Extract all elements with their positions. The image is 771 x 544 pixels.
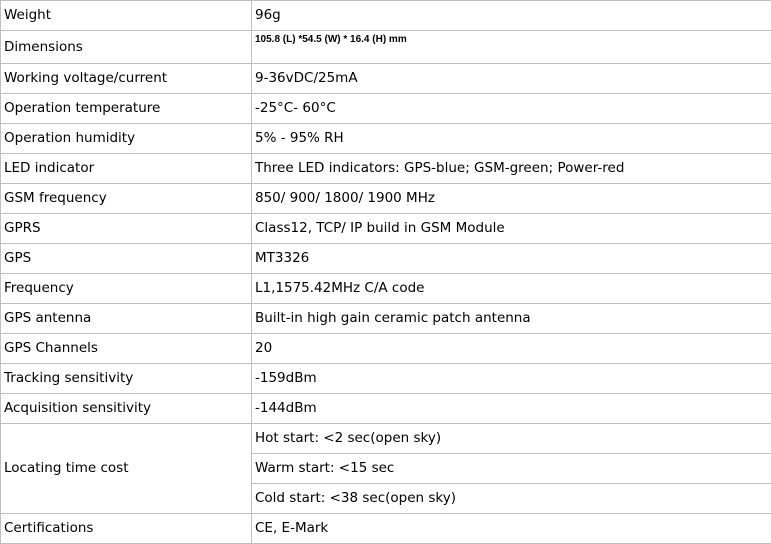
row-label: Locating time cost (1, 424, 252, 514)
table-row (1, 64, 771, 94)
row-value: Three LED indicators: GPS-blue; GSM-green; Power-red (252, 154, 771, 184)
row-value: 850/ 900/ 1800/ 1900 MHz (252, 184, 771, 214)
row-value: 96g (252, 1, 771, 31)
row-label: LED indicator (1, 154, 252, 184)
row-value: 105.8 (L) *54.5 (W) * 16.4 (H) mm (252, 31, 771, 64)
row-label: GPS antenna (1, 304, 252, 334)
table-row (1, 94, 771, 124)
table-row (1, 514, 771, 544)
table-row (1, 244, 771, 274)
row-value: -25°C- 60°C (252, 94, 771, 124)
row-label: Operation humidity (1, 124, 252, 154)
row-value: -144dBm (252, 394, 771, 424)
table-row (1, 214, 771, 244)
row-label: Frequency (1, 274, 252, 304)
table-row (1, 184, 771, 214)
table-row (1, 154, 771, 184)
row-label: Dimensions (1, 31, 252, 64)
row-value: Class12, TCP/ IP build in GSM Module (252, 214, 771, 244)
row-label: Acquisition sensitivity (1, 394, 252, 424)
table-row (1, 364, 771, 394)
row-value: Warm start: <15 sec (252, 454, 771, 484)
row-value: 5% - 95% RH (252, 124, 771, 154)
row-value: Built-in high gain ceramic patch antenna (252, 304, 771, 334)
row-label: Certifications (1, 514, 252, 544)
row-value: Cold start: <38 sec(open sky) (252, 484, 771, 514)
table-row (1, 334, 771, 364)
row-value: 20 (252, 334, 771, 364)
table-row (1, 31, 771, 64)
row-value: Hot start: <2 sec(open sky) (252, 424, 771, 454)
row-value: MT3326 (252, 244, 771, 274)
row-value: L1,1575.42MHz C/A code (252, 274, 771, 304)
table-row (1, 304, 771, 334)
row-label: Working voltage/current (1, 64, 252, 94)
row-label: GSM frequency (1, 184, 252, 214)
table-row (1, 124, 771, 154)
table-row (1, 394, 771, 424)
table-row (1, 274, 771, 304)
table-row (1, 424, 771, 454)
row-label: Weight (1, 1, 252, 31)
row-label: GPRS (1, 214, 252, 244)
row-value: -159dBm (252, 364, 771, 394)
row-value: CE, E-Mark (252, 514, 771, 544)
table-row (1, 1, 771, 31)
row-label: GPS (1, 244, 252, 274)
row-label: GPS Channels (1, 334, 252, 364)
row-label: Tracking sensitivity (1, 364, 252, 394)
row-label: Operation temperature (1, 94, 252, 124)
row-value: 9-36vDC/25mA (252, 64, 771, 94)
